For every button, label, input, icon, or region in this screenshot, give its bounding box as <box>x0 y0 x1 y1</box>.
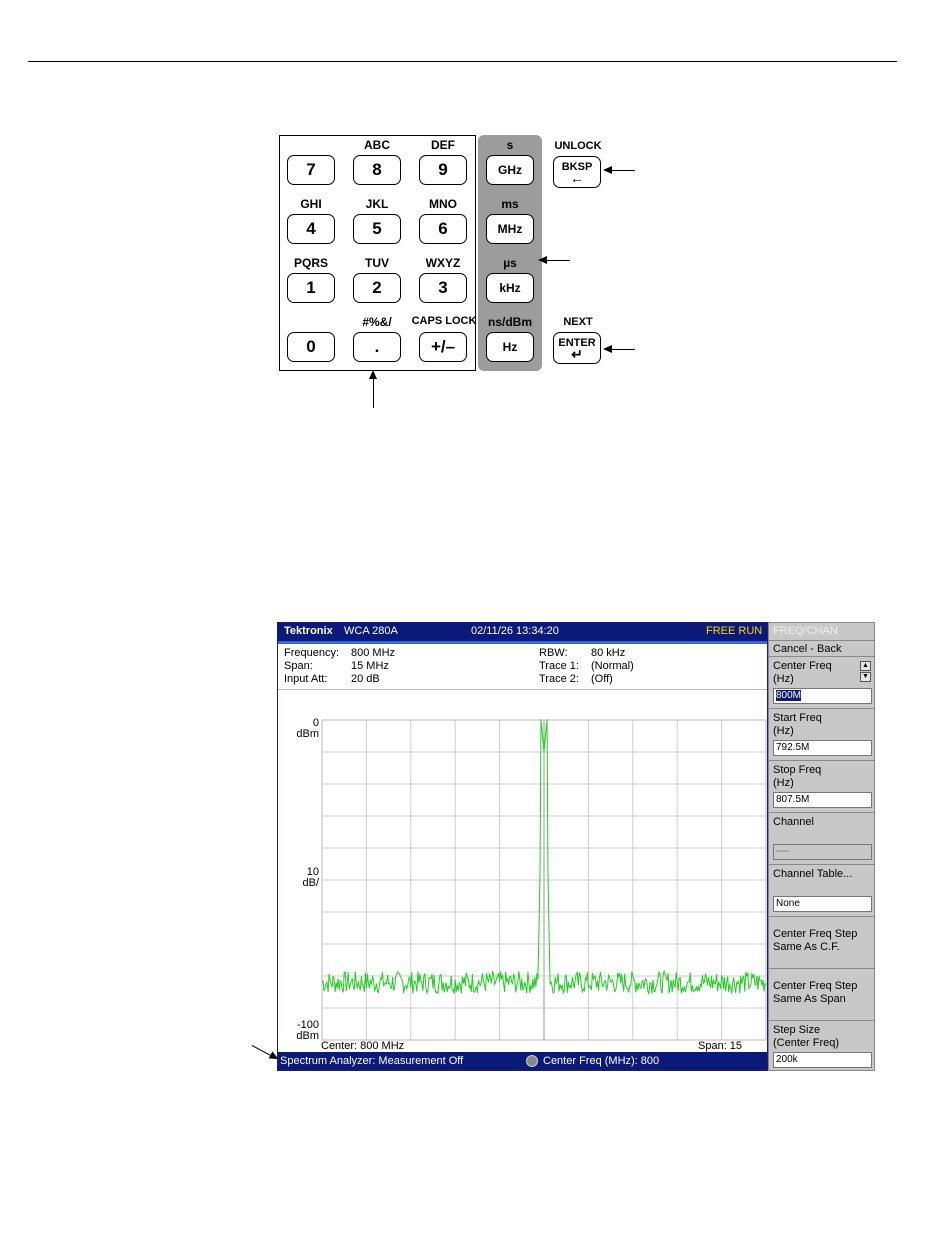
label-mno: MNO <box>429 197 457 211</box>
y-top-unit: dBm <box>296 728 319 740</box>
label-pqrs: PQRS <box>293 256 328 270</box>
label-next: NEXT <box>563 316 593 328</box>
key-5[interactable]: 5 <box>353 214 401 244</box>
frequency-value: 800 MHz <box>351 647 396 659</box>
trace1-label: Trace 1: <box>539 660 579 672</box>
trace2-value: (Off) <box>591 673 613 685</box>
menu-stop-freq[interactable] <box>769 760 874 812</box>
bksp-label: BKSP <box>561 161 593 173</box>
frequency-label: Frequency: <box>284 647 340 659</box>
instrument-screen <box>277 622 768 1071</box>
run-status-label: FREE RUN <box>706 625 763 637</box>
info-right-labels <box>539 647 579 686</box>
callout-units-line <box>546 260 570 261</box>
y-mid-unit: dB/ <box>302 877 319 889</box>
label-wxyz: WXYZ <box>425 256 461 270</box>
y-mid-value: 10 <box>306 866 319 878</box>
y-bot-unit: dBm <box>296 1030 319 1042</box>
channel-table-input[interactable]: None <box>773 896 872 912</box>
cf-step-cf-line2: Same As C.F. <box>773 941 840 953</box>
knob-icon <box>526 1055 538 1067</box>
callout-bksp-arrowhead-icon <box>603 166 612 174</box>
callout-keypad-arrowhead-icon <box>369 370 377 379</box>
key-backspace[interactable] <box>553 156 601 188</box>
key-8[interactable]: 8 <box>353 155 401 185</box>
channel-input[interactable]: ---- <box>773 844 872 860</box>
key-2[interactable]: 2 <box>353 273 401 303</box>
model-label: WCA 280A <box>344 625 398 637</box>
step-size-input[interactable]: 200k <box>773 1052 872 1068</box>
center-freq-spinner[interactable] <box>860 661 871 683</box>
callout-enter-arrowhead-icon <box>603 345 612 353</box>
cf-step-span-line1: Center Freq Step <box>773 980 858 992</box>
label-jkl: JKL <box>365 197 389 211</box>
span-footer: Span: 15 <box>698 1040 743 1052</box>
datetime-label: 02/11/26 13:34:20 <box>471 625 559 637</box>
key-7[interactable]: 7 <box>287 155 335 185</box>
channel-table-label: Channel Table... <box>773 868 853 880</box>
key-dot[interactable]: . <box>353 332 401 362</box>
rbw-label: RBW: <box>539 647 568 659</box>
input-att-label: Input Att: <box>284 673 328 685</box>
chart-grid <box>322 720 766 1040</box>
side-menu <box>768 622 875 1071</box>
menu-channel[interactable] <box>769 812 874 864</box>
trace2-label: Trace 2: <box>539 673 579 685</box>
label-caps-lock: CAPS LOCK <box>411 315 477 327</box>
stop-freq-unit: (Hz) <box>773 777 794 789</box>
stop-freq-input[interactable]: 807.5M <box>773 792 872 808</box>
input-att-value: 20 dB <box>351 673 380 685</box>
info-right-values <box>591 647 634 686</box>
key-4[interactable]: 4 <box>287 214 335 244</box>
menu-cancel-back[interactable] <box>769 640 874 656</box>
key-6[interactable]: 6 <box>419 214 467 244</box>
status-bar <box>278 1052 767 1070</box>
cf-step-span-line2: Same As Span <box>773 993 846 1005</box>
status-measurement: Spectrum Analyzer: Measurement Off <box>280 1055 464 1067</box>
y-bot-value: -100 <box>296 1019 319 1031</box>
menu-start-freq[interactable] <box>769 708 874 760</box>
menu-step-size[interactable] <box>769 1020 874 1071</box>
key-ghz[interactable]: GHz <box>486 155 534 185</box>
center-freq-unit: (Hz) <box>773 673 794 685</box>
title-bar-strip <box>278 641 767 644</box>
key-hz[interactable]: Hz <box>486 332 534 362</box>
label-tuv: TUV <box>365 256 389 270</box>
spin-down-icon[interactable]: ▼ <box>860 672 871 682</box>
start-freq-label: Start Freq <box>773 712 822 724</box>
label-symbols: #%&/ <box>362 315 392 329</box>
label-ms: ms <box>501 197 519 211</box>
start-freq-input[interactable]: 792.5M <box>773 740 872 756</box>
key-1[interactable]: 1 <box>287 273 335 303</box>
callout-units-arrowhead-icon <box>538 256 547 264</box>
center-freq-input[interactable] <box>773 688 872 704</box>
info-left-values <box>351 647 395 686</box>
label-ns-dbm: ns/dBm <box>487 315 532 329</box>
step-size-label: Step Size <box>773 1024 821 1036</box>
key-plus-minus[interactable]: +/– <box>419 332 467 362</box>
y-top-value: 0 <box>312 717 319 729</box>
label-abc: ABC <box>364 138 390 152</box>
spin-up-icon[interactable]: ▲ <box>860 661 871 671</box>
enter-arrow-icon: ↵ <box>571 346 583 362</box>
center-freq-label: Center Freq <box>773 660 832 672</box>
menu-cf-step-same-as-span[interactable] <box>769 968 874 1020</box>
brand-label: Tektronix <box>284 625 333 637</box>
center-freq-input-value: 800M <box>776 690 802 701</box>
title-bar <box>278 623 767 641</box>
span-value: 15 MHz <box>351 660 389 672</box>
page-header-rule <box>28 61 897 62</box>
menu-cf-step-same-as-cf[interactable] <box>769 916 874 968</box>
cf-step-cf-line1: Center Freq Step <box>773 928 858 940</box>
key-mhz[interactable]: MHz <box>486 214 534 244</box>
key-3[interactable]: 3 <box>419 273 467 303</box>
enter-label: ENTER <box>558 337 596 349</box>
label-s: s <box>506 138 514 152</box>
spectrum-chart <box>278 690 769 1053</box>
span-label: Span: <box>284 660 313 672</box>
callout-keypad-line <box>373 378 374 408</box>
backspace-arrow-icon: ← <box>570 170 584 186</box>
menu-cancel-back-label: Cancel - Back <box>773 643 842 655</box>
callout-bksp-line <box>611 170 635 171</box>
callout-enter-line <box>611 349 635 350</box>
status-center-freq: Center Freq (MHz): 800 <box>543 1055 660 1067</box>
label-ghi: GHI <box>300 197 322 211</box>
key-0[interactable]: 0 <box>287 332 335 362</box>
info-left-labels <box>284 647 339 686</box>
start-freq-unit: (Hz) <box>773 725 794 737</box>
menu-channel-table[interactable] <box>769 864 874 916</box>
channel-label: Channel <box>773 816 814 828</box>
trace1-value: (Normal) <box>591 660 634 672</box>
label-def: DEF <box>431 138 455 152</box>
label-us: µs <box>503 256 517 270</box>
rbw-value: 80 kHz <box>591 647 626 659</box>
label-unlock: UNLOCK <box>554 140 602 152</box>
menu-title: FREQ/CHAN <box>773 625 838 637</box>
menu-center-freq[interactable] <box>769 656 874 708</box>
key-enter[interactable] <box>553 332 601 364</box>
stop-freq-label: Stop Freq <box>773 764 822 776</box>
key-khz[interactable]: kHz <box>486 273 534 303</box>
key-9[interactable]: 9 <box>419 155 467 185</box>
center-freq-footer: Center: 800 MHz <box>321 1040 405 1052</box>
plot-area <box>278 689 767 1053</box>
step-size-unit: (Center Freq) <box>773 1037 840 1049</box>
